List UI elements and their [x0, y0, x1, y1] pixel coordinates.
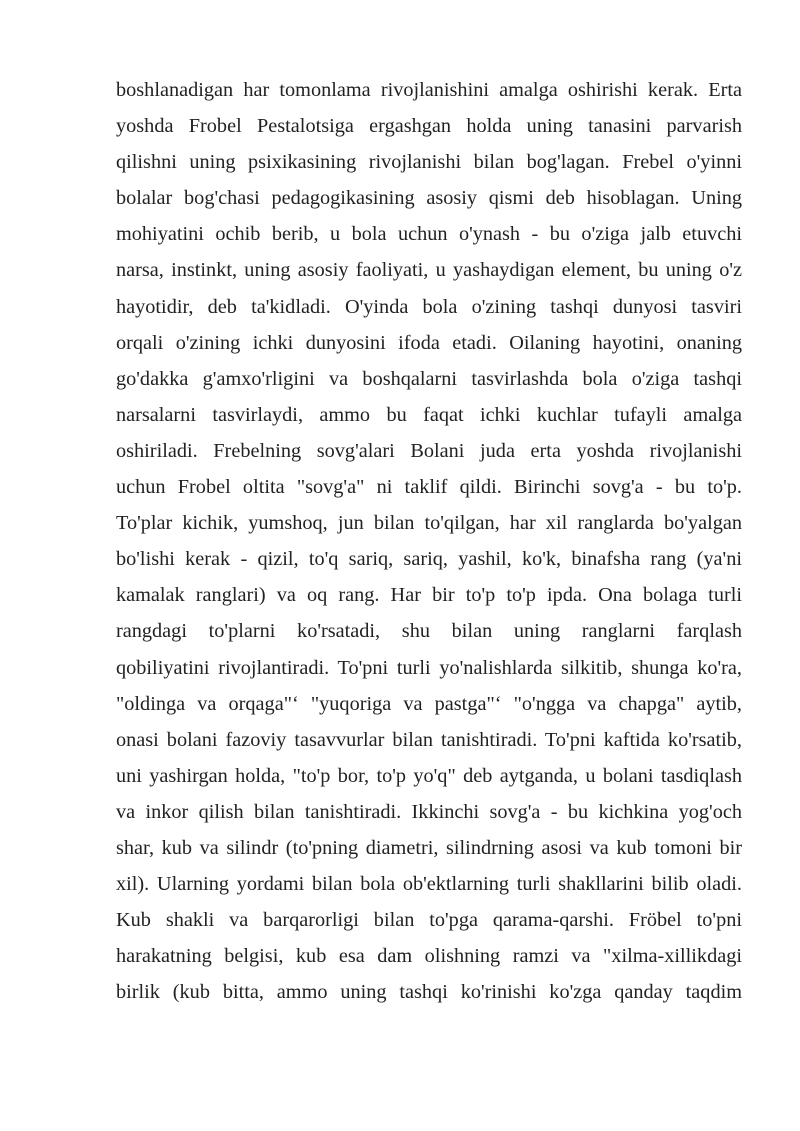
text-line: qilishni uning psixikasining rivojlanishi bilan bog'lagan. Frebel o'yinni — [116, 151, 742, 174]
text-line: "oldinga va orqaga"‘ "yuqoriga va pastga"‘ "o'ngga va chapga" aytib, — [116, 692, 742, 715]
text-line: yoshda Frobel Pestalotsiga ergashgan holda uning tanasini parvarish — [116, 115, 742, 138]
text-line: va inkor qilish bilan tanishtiradi. Ikkinchi sovg'a - bu kichkina yog'och — [116, 800, 742, 823]
text-line: Kub shakli va barqarorligi bilan to'pga qarama-qarshi. Fröbel to'pni — [116, 909, 742, 932]
text-line: uchun Frobel oltita "sovg'a" ni taklif qildi. Birinchi sovg'a - bu to'p. — [116, 476, 742, 499]
text-line: orqali o'zining ichki dunyosini ifoda etadi. Oilaning hayotini, onaning — [116, 331, 742, 354]
text-line: shar, kub va silindr (to'pning diametri, silindrning asosi va kub tomoni bir — [116, 836, 742, 859]
body-text — [116, 72, 742, 1010]
text-line: bo'lishi kerak - qizil, to'q sariq, sariq, yashil, ko'k, binafsha rang (ya'ni — [116, 548, 742, 571]
text-line: rangdagi to'plarni ko'rsatadi, shu bilan uning ranglarni farqlash — [116, 620, 742, 643]
text-line: narsa, instinkt, uning asosiy faoliyati, u yashaydigan element, bu uning o'z — [116, 259, 742, 282]
text-line: hayotidir, deb ta'kidladi. O'yinda bola o'zining tashqi dunyosi tasviri — [116, 295, 742, 318]
text-line: qobiliyatini rivojlantiradi. To'pni turli yo'nalishlarda silkitib, shunga ko'ra, — [116, 656, 742, 679]
text-line: onasi bolani fazoviy tasavvurlar bilan tanishtiradi. To'pni kaftida ko'rsatib, — [116, 728, 742, 751]
text-line: birlik (kub bitta, ammo uning tashqi ko'rinishi ko'zga qanday taqdim — [116, 981, 742, 1004]
text-line: xil). Ularning yordami bilan bola ob'ektlarning turli shakllarini bilib oladi. — [116, 873, 742, 896]
text-line: kamalak ranglari) va oq rang. Har bir to'p to'p ipda. Ona bolaga turli — [116, 584, 742, 607]
text-line: uni yashirgan holda, "to'p bor, to'p yo'q" deb aytganda, u bolani tasdiqlash — [116, 764, 742, 787]
text-line: To'plar kichik, yumshoq, jun bilan to'qilgan, har xil ranglarda bo'yalgan — [116, 512, 742, 535]
text-line: boshlanadigan har tomonlama rivojlanishini amalga oshirishi kerak. Erta — [116, 79, 742, 101]
text-line: harakatning belgisi, kub esa dam olishning ramzi va "xilma-xillikdagi — [116, 945, 742, 968]
text-line: mohiyatini ochib berib, u bola uchun o'ynash - bu o'ziga jalb etuvchi — [116, 223, 742, 246]
text-line: oshiriladi. Frebelning sovg'alari Bolani juda erta yoshda rivojlanishi — [116, 439, 742, 462]
text-line: bolalar bog'chasi pedagogikasining asosiy qismi deb hisoblagan. Uning — [116, 187, 742, 210]
text-line: narsalarni tasvirlaydi, ammo bu faqat ichki kuchlar tufayli amalga — [116, 403, 742, 426]
text-line: go'dakka g'amxo'rligini va boshqalarni tasvirlashda bola o'ziga tashqi — [116, 367, 742, 390]
